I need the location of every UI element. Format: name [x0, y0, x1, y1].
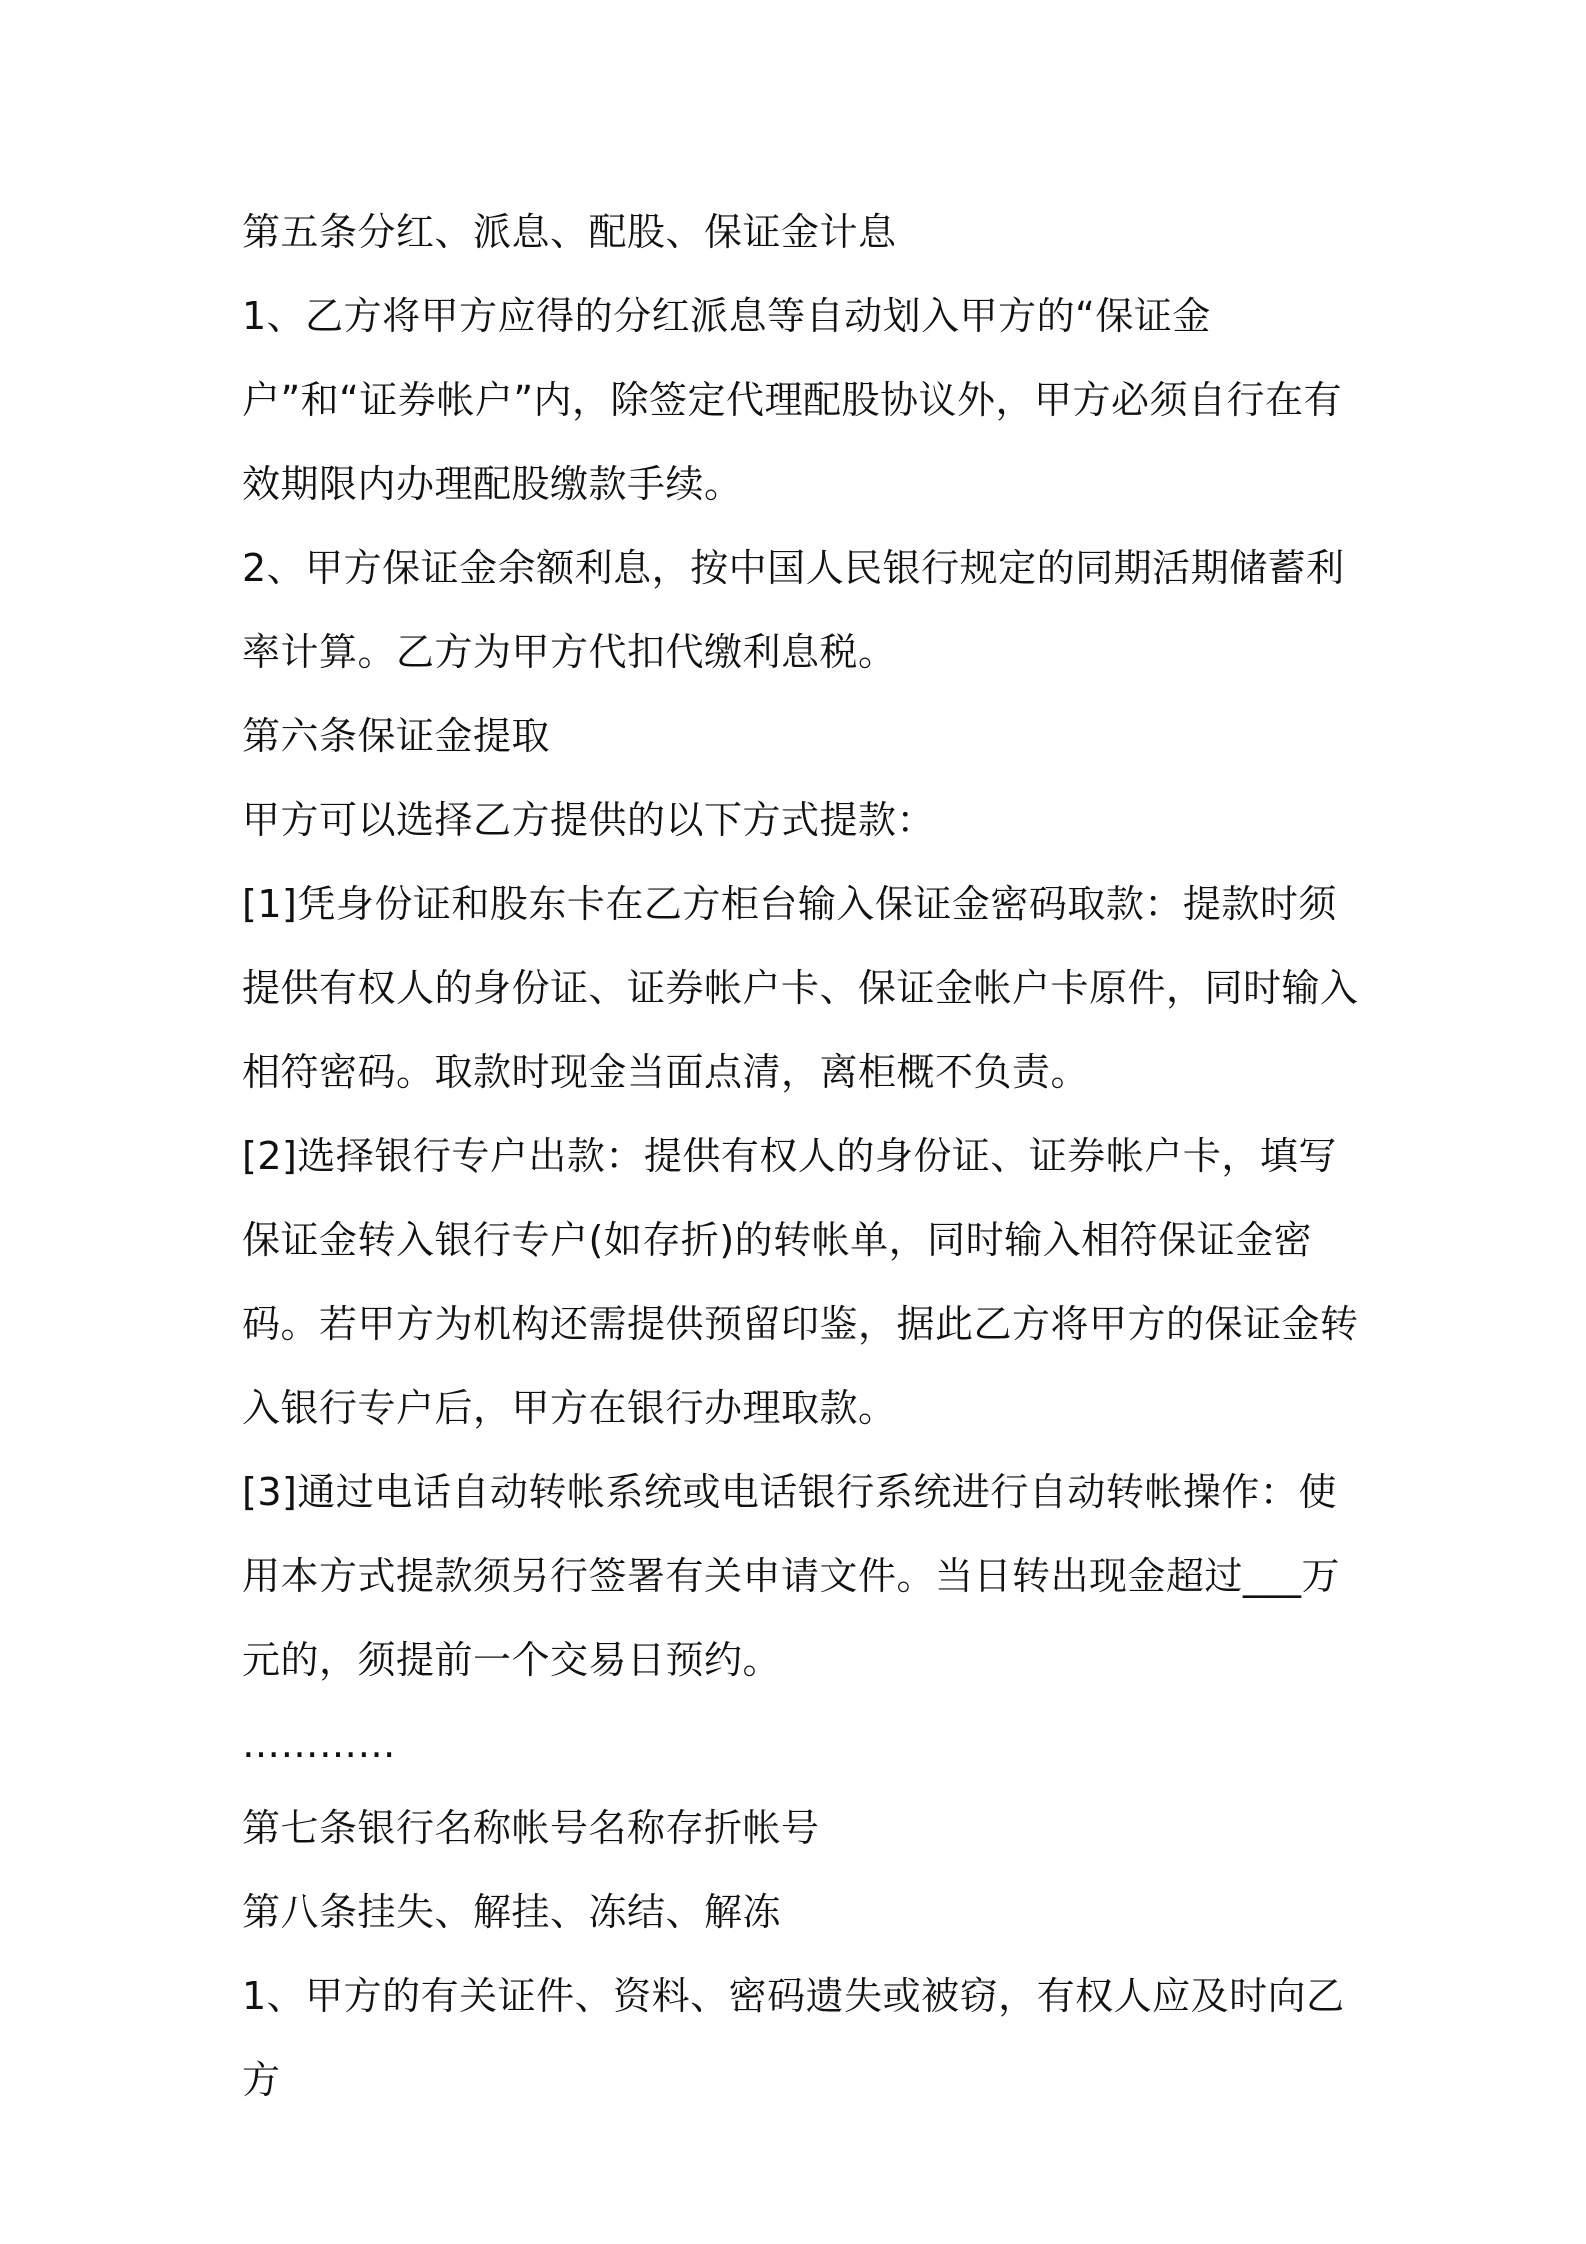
ellipsis-line: ………… [242, 1722, 396, 1766]
article-5-heading: 第五条分红、派息、配股、保证金计息 [242, 210, 897, 254]
document-body [242, 190, 1362, 2122]
article-6-option-3: [3]通过电话自动转帐系统或电话银行系统进行自动转帐操作：使用本方式提款须另行签署有关申请文件。当日转出现金超过___万元的，须提前一个交易日预约。 [242, 1470, 1341, 1682]
article-8-clause-1: 1、甲方的有关证件、资料、密码遗失或被窃，有权人应及时向乙方 [242, 1974, 1345, 2102]
article-5-clause-1: 1、乙方将甲方应得的分红派息等自动划入甲方的“保证金户”和“证券帐户”内，除签定代理配股协议外，甲方必须自行在有效期限内办理配股缴款手续。 [242, 294, 1343, 506]
article-5-clause-2: 2、甲方保证金余额利息，按中国人民银行规定的同期活期储蓄利率计算。乙方为甲方代扣代缴利息税。 [242, 546, 1345, 674]
article-8-heading: 第八条挂失、解挂、冻结、解冻 [242, 1890, 782, 1934]
article-6-option-1: [1]凭身份证和股东卡在乙方柜台输入保证金密码取款：提款时须提供有权人的身份证、证券帐户卡、保证金帐户卡原件，同时输入相符密码。取款时现金当面点清，离柜概不负责。 [242, 882, 1359, 1094]
article-6-option-2: [2]选择银行专户出款：提供有权人的身份证、证券帐户卡，填写保证金转入银行专户(如存折)的转帐单，同时输入相符保证金密码。若甲方为机构还需提供预留印鉴，据此乙方将甲方的保证金转入银行专户后，甲方在银行办理取款。 [242, 1134, 1359, 1430]
article-6-intro: 甲方可以选择乙方提供的以下方式提款： [242, 798, 936, 842]
article-6-heading: 第六条保证金提取 [242, 714, 551, 758]
article-7-heading: 第七条银行名称帐号名称存折帐号 [242, 1806, 820, 1850]
